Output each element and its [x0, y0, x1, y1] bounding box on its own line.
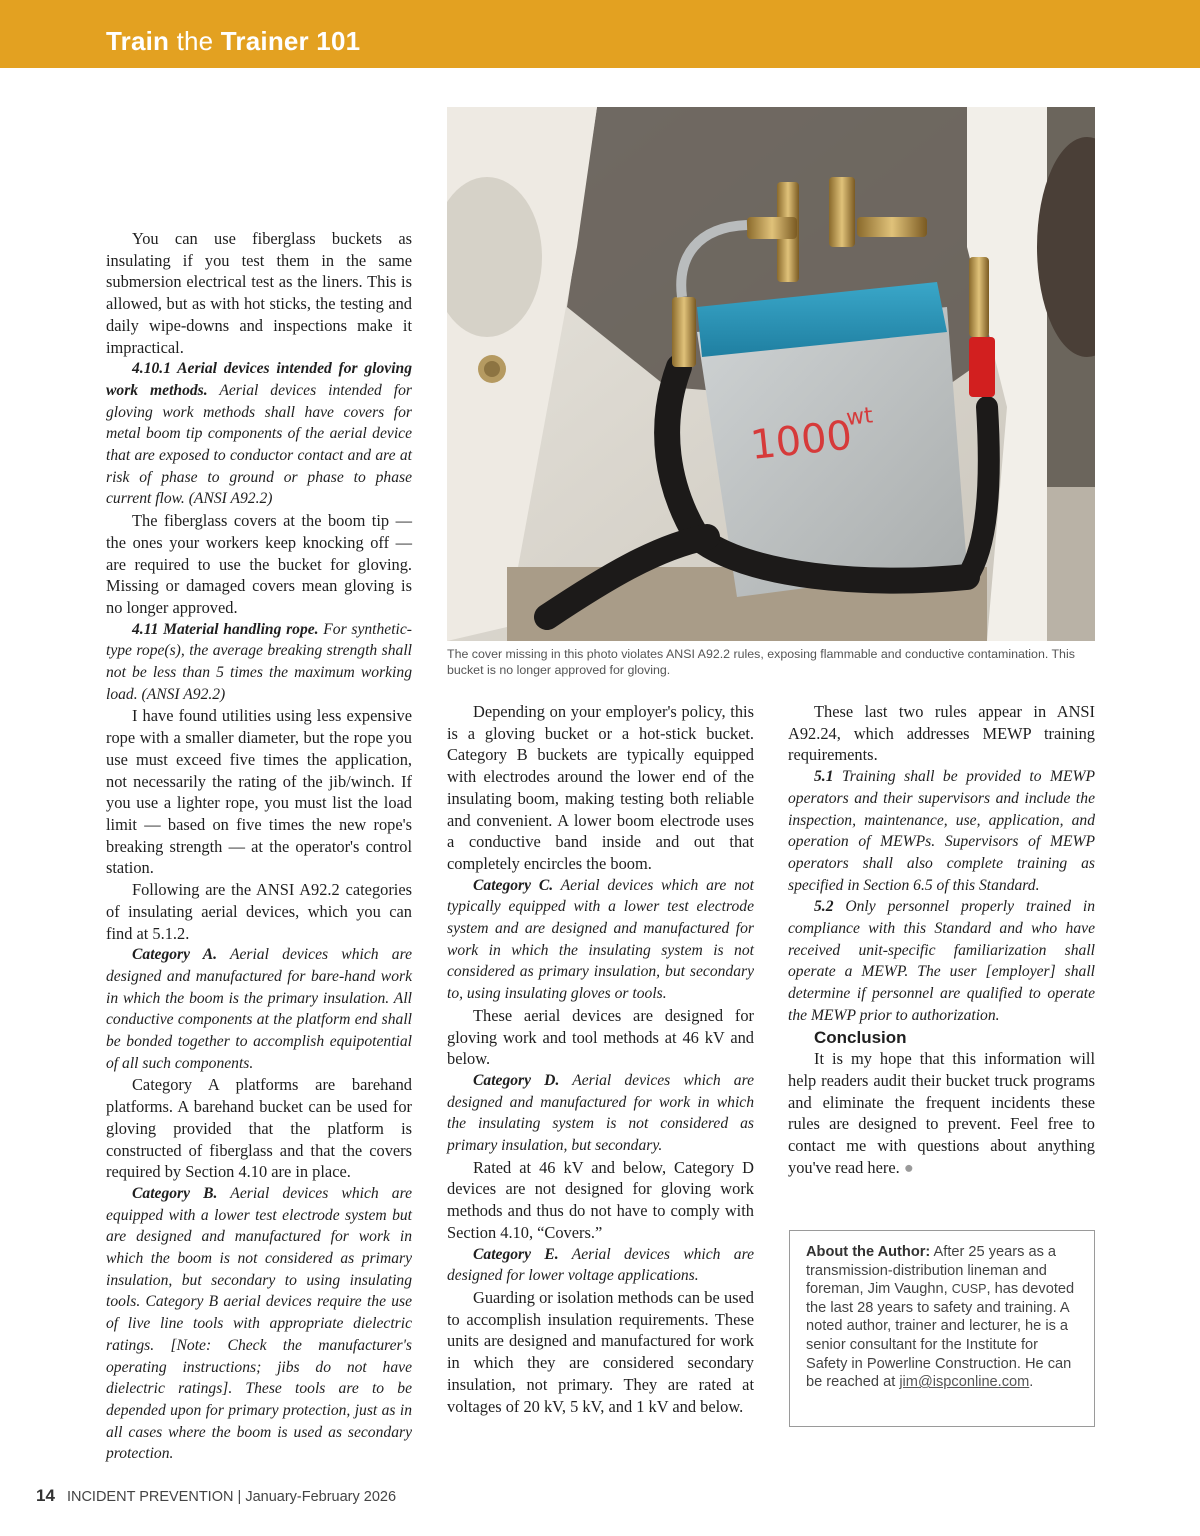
paragraph: Rated at 46 kV and below, Category D devices are not designed for gloving work methods and thus do not have to comply with Section 4.10, “Covers.”: [447, 1157, 754, 1242]
photo-caption: The cover missing in this photo violates ANSI A92.2 rules, exposing flammable and conductive contamination. This bucket is no longer approved for gloving.: [447, 647, 1075, 677]
quote-lead: Category B.: [132, 1184, 218, 1202]
page-number: 14: [36, 1486, 55, 1505]
title-word-train: Train: [106, 26, 170, 56]
bucket-photo: [447, 107, 1095, 641]
conclusion-text: It is my hope that this information will help readers audit their bucket truck programs and eliminate the frequent incidents these rules are designed to prevent. Feel free to contact me with questions about anything you've read here.: [788, 1049, 1095, 1177]
issue-date: January-February 2026: [245, 1489, 397, 1505]
end-mark-icon: ●: [903, 1157, 914, 1177]
category-d-quote: [447, 1070, 754, 1157]
quote-lead: 4.10.1 Aerial devices intended for gloving work methods.: [106, 360, 412, 399]
marker-writing: 1000: [748, 412, 855, 469]
quote-lead: 4.11 Material handling rope.: [132, 620, 319, 638]
title-word-trainer: Trainer 101: [220, 26, 361, 56]
marker-writing-superscript: wt: [845, 403, 875, 431]
category-c-quote: [447, 875, 754, 1005]
quote-lead: Category D.: [473, 1071, 560, 1089]
author-email-link[interactable]: jim@ispconline.com: [899, 1374, 1030, 1391]
author-box-label: About the Author:: [806, 1244, 931, 1260]
quote-lead: Category E.: [473, 1245, 559, 1263]
author-bio: After 25 years as a transmission-distribution lineman and foreman, Jim Vaughn,: [806, 1244, 1057, 1298]
quote-lead: 5.2: [814, 898, 834, 916]
standard-quote-4-11: [106, 619, 412, 706]
page-footer: [36, 1486, 396, 1506]
paragraph: Category A platforms are barehand platforms. A barehand bucket can be used for gloving provided that the platform is constructed of fiberglass and that the covers required by Section 4.10 are in place.: [106, 1075, 412, 1182]
quote-lead: Category C.: [473, 876, 554, 894]
paragraph: These aerial devices are designed for gloving work and tool methods at 46 kV and below.: [447, 1005, 754, 1069]
title-word-the: the: [176, 26, 214, 56]
quote-body: For synthetic-type rope(s), the average breaking strength shall not be less than 5 times the maximum working load. (ANSI A92.2): [106, 620, 412, 703]
standard-quote-4-10-1: [106, 358, 412, 510]
author-credential: CUSP: [951, 1282, 987, 1297]
paragraph: The fiberglass covers at the boom tip — the ones your workers keep knocking off — are required to use the bucket for gloving. Missing or damaged covers mean gloving is no longer approved.: [106, 511, 412, 617]
paragraph: I have found utilities using less expensive rope with a smaller diameter, but the rope you use must exceed five times the application, not necessarily the rating of the jib/winch. If you use a lighter rope, you must list the load limit — based on five times the new rope's breaking strength — at the operator's control station.: [106, 706, 412, 878]
footer-separator: |: [237, 1489, 242, 1505]
quote-body: Only personnel properly trained in compliance with this Standard and who have received unit-specific familiarization shall operate a MEWP. The user [employer] shall determine if personnel are qualified to operate the MEWP prior to authorization.: [788, 898, 1095, 1024]
category-e-quote: [447, 1244, 754, 1287]
quote-lead: 5.1: [814, 768, 834, 786]
author-bio: , has devoted the last 28 years to safety and training. A noted author, trainer and lecturer, he is a senior consultant for the Institute for Safety in Powerline Construction. He can be reached at: [806, 1281, 1075, 1391]
paragraph: Depending on your employer's policy, this is a gloving bucket or a hot-stick bucket. Category B buckets are typically equipped with electrodes around the lower end of the insulating boom, making testing both reliable and convenient. A lower boom electrode uses a conductive band inside and out that completely encircles the boom.: [447, 702, 754, 873]
quote-body: Aerial devices which are not typically equipped with a lower test electrode system and are designed and manufactured for work in which the insulating system is not considered as primary insulation, but secondary to, using insulating gloves or tools.: [447, 876, 755, 1003]
quote-body: Aerial devices which are equipped with a lower test electrode system but are designed and manufactured for work in which the boom is not considered as primary insulation, but secondary to using insulating tools. Category B aerial devices require the use of live line tools with appropriate dielectric ratings. [Note: Check the manufacturer's operating instructions; jibs do not have dielectric ratings]. These tools are to be depended upon for primary protection, just as in all cases where the boom is used as secondary protection.: [106, 1184, 412, 1463]
quote-body: Training shall be provided to MEWP operators and their supervisors and include the inspection, maintenance, use, application, and operation of MEWPs. Supervisors of MEWP operators shall also complete training as specified in Section 6.5 of this Standard.: [788, 768, 1095, 894]
author-bio-end: .: [1029, 1374, 1034, 1391]
about-the-author-box: [789, 1230, 1095, 1427]
quote-body: Aerial devices which are designed and manufactured for work in which the insulating system is not considered as primary insulation, but secondary.: [447, 1071, 754, 1155]
category-b-quote: [106, 1183, 412, 1465]
conclusion-paragraph: [788, 1048, 1095, 1178]
standard-quote-5-1: [788, 766, 1095, 896]
conclusion-heading: Conclusion: [814, 1027, 907, 1047]
quote-body: Aerial devices intended for gloving work methods shall have covers for metal boom tip components of the aerial device that are exposed to conductor contact and are at risk of phase to ground or phase to phase current flow. (ANSI A92.2): [106, 381, 412, 508]
paragraph: You can use fiberglass buckets as insulating if you test them in the same submersion electrical test as the liners. This is allowed, but as with hot sticks, the testing and daily wipe-downs and inspections make it impractical.: [106, 229, 412, 357]
right-column: [788, 701, 1095, 1178]
paragraph: These last two rules appear in ANSI A92.24, which addresses MEWP training requirements.: [788, 702, 1095, 765]
paragraph: Following are the ANSI A92.2 categories of insulating aerial devices, which you can find at 5.1.2.: [106, 880, 412, 943]
left-column: [106, 228, 412, 1465]
category-a-quote: [106, 944, 412, 1074]
standard-quote-5-2: [788, 896, 1095, 1026]
header-banner: [0, 0, 1200, 68]
quote-body: Aerial devices which are designed and manufactured for bare-hand work in which the boom is the primary insulation. All conductive components at the platform end shall be bonded together to accomplish equipotential of all such components.: [106, 946, 412, 1072]
publication-name: INCIDENT PREVENTION: [66, 1489, 234, 1505]
quote-body: Aerial devices which are designed for lower voltage applications.: [447, 1245, 754, 1285]
bucket-photo-illustration: [447, 107, 1095, 641]
section-title: [106, 26, 360, 57]
quote-lead: Category A.: [132, 946, 217, 964]
middle-column: [447, 701, 754, 1417]
paragraph: Guarding or isolation methods can be used to accomplish insulation requirements. These units are designed and manufactured for work in which they are considered secondary insulation, not primary. They are rated at voltages of 20 kV, 5 kV, and 1 kV and below.: [447, 1287, 754, 1416]
